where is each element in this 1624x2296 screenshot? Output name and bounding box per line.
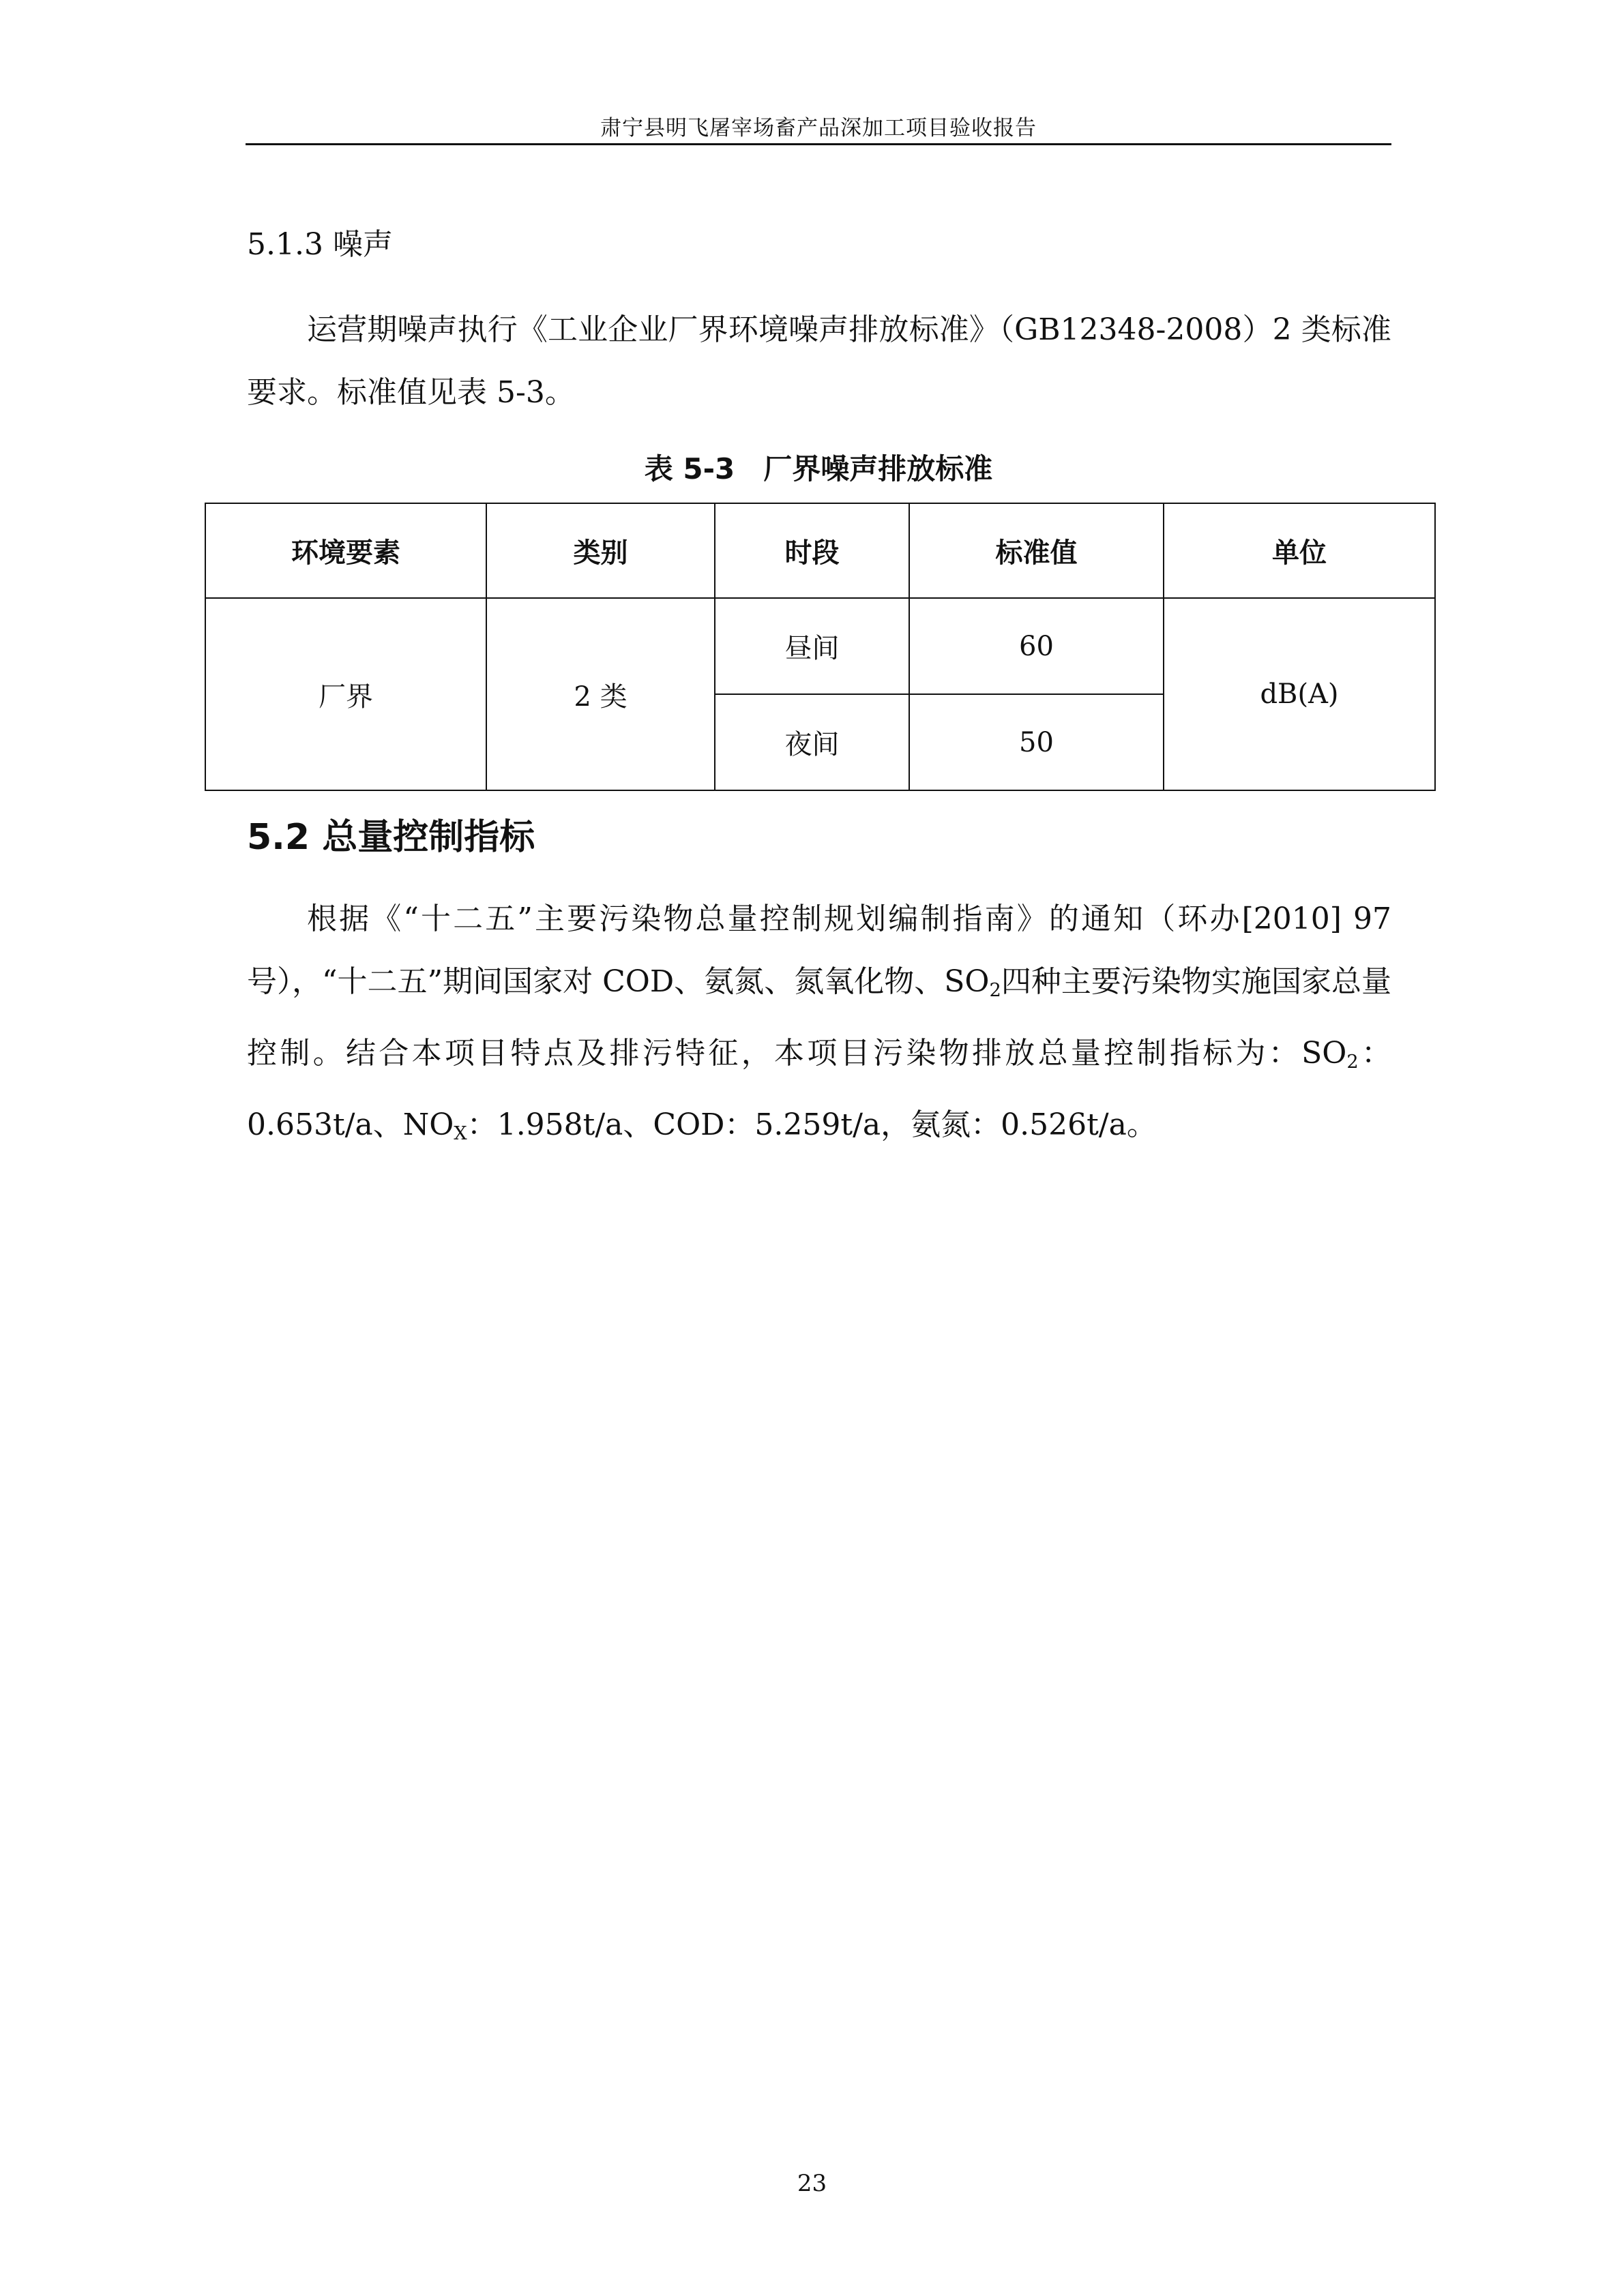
cell-value-night: 50 — [909, 694, 1164, 790]
table-caption: 表 5-3 厂界噪声排放标准 — [644, 452, 993, 486]
subscript-so2-b: 2 — [1346, 1051, 1359, 1073]
header-cell-unit: 单位 — [1164, 503, 1435, 598]
noise-standard-paragraph: 运营期噪声执行《工业企业厂界环境噪声排放标准》（GB12348-2008）2 类标准要求。标准值见表 5-3。 — [247, 312, 1391, 410]
page-number: 23 — [797, 2170, 827, 2197]
section-title: 5.2 总量控制指标 — [247, 817, 535, 858]
header-rule — [246, 143, 1391, 145]
total-control-paragraph — [247, 888, 1391, 1165]
total-text-part3: ：0.653t/a、NO — [247, 1035, 1392, 1142]
cell-period-day: 昼间 — [715, 598, 909, 694]
cell-category: 2 类 — [486, 598, 715, 790]
header-cell-element: 环境要素 — [205, 503, 486, 598]
table-header-row — [205, 503, 1435, 598]
total-text-part4: ：1.958t/a、COD：5.259t/a，氨氮：0.526t/a。 — [467, 1107, 1157, 1142]
total-text-part2: 四种主要污染物实施国家总量控制。结合本项目特点及排污特征，本项目污染物排放总量控制指标为：SO — [247, 964, 1391, 1071]
table-row — [205, 598, 1435, 694]
cell-unit: dB(A) — [1164, 598, 1435, 790]
cell-period-night: 夜间 — [715, 694, 909, 790]
header-cell-period: 时段 — [715, 503, 909, 598]
cell-element: 厂界 — [205, 598, 486, 790]
total-text-part1: 根据《“十二五”主要污染物总量控制规划编制指南》的通知（环办[2010] 97 号），“十二五”期间国家对 COD、氨氮、氮氧化物、SO — [247, 901, 1391, 999]
subscript-so2-a: 2 — [989, 979, 1001, 1001]
noise-standard-table — [205, 503, 1436, 791]
subsection-title: 5.1.3 噪声 — [247, 227, 393, 262]
header-cell-value: 标准值 — [909, 503, 1164, 598]
cell-value-day: 60 — [909, 598, 1164, 694]
subscript-nox: X — [454, 1122, 467, 1144]
header-cell-category: 类别 — [486, 503, 715, 598]
running-header: 肃宁县明飞屠宰场畜产品深加工项目验收报告 — [600, 116, 1037, 140]
